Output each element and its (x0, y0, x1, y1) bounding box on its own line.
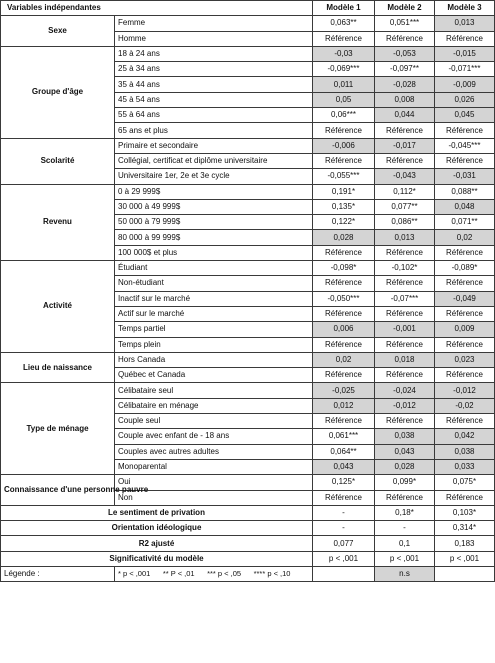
coefficient-cell: -0,097** (375, 62, 435, 77)
category-label: Primaire et secondaire (115, 138, 313, 153)
summary-row (1, 521, 495, 536)
coefficient-cell: -0,031 (435, 169, 495, 184)
category-label: Inactif sur le marché (115, 291, 313, 306)
coefficient-cell: 0,012 (313, 398, 375, 413)
group-label: Lieu de naissance (1, 352, 115, 383)
header-model-3: Modèle 3 (435, 1, 495, 16)
legend-cell (435, 566, 495, 581)
summary-value: p < ,001 (313, 551, 375, 566)
category-label: Temps plein (115, 337, 313, 352)
coefficient-cell: Référence (313, 306, 375, 321)
coefficient-cell: 0,006 (313, 322, 375, 337)
header-model-1: Modèle 1 (313, 1, 375, 16)
coefficient-cell: Référence (313, 245, 375, 260)
category-label: Non-étudiant (115, 276, 313, 291)
coefficient-cell: -0,071*** (435, 62, 495, 77)
group-label: Groupe d'âge (1, 46, 115, 138)
category-label: Temps partiel (115, 322, 313, 337)
coefficient-cell: -0,03 (313, 46, 375, 61)
summary-value: p < ,001 (375, 551, 435, 566)
coefficient-cell: Référence (313, 337, 375, 352)
category-label: Étudiant (115, 261, 313, 276)
group-label: Activité (1, 261, 115, 353)
category-label: Collégial, certificat et diplôme universitaire (115, 153, 313, 168)
coefficient-cell: 0,05 (313, 92, 375, 107)
coefficient-cell: 0,044 (375, 108, 435, 123)
coefficient-cell: Référence (313, 123, 375, 138)
table-row (1, 261, 495, 276)
category-label: Célibataire en ménage (115, 398, 313, 413)
coefficient-cell: 0,026 (435, 92, 495, 107)
coefficient-cell: 0,038 (435, 444, 495, 459)
coefficient-cell: 0,064** (313, 444, 375, 459)
category-label: Québec et Canada (115, 368, 313, 383)
category-label: Homme (115, 31, 313, 46)
category-label: Couple seul (115, 414, 313, 429)
coefficient-cell: 0,125* (313, 475, 375, 490)
summary-value: 0,183 (435, 536, 495, 551)
coefficient-cell: 0,008 (375, 92, 435, 107)
legend-row (1, 566, 495, 581)
summary-row (1, 536, 495, 551)
coefficient-cell: 0,028 (375, 459, 435, 474)
category-label: Actif sur le marché (115, 306, 313, 321)
coefficient-cell: 0,018 (375, 352, 435, 367)
table-row (1, 46, 495, 61)
summary-value: 0,314* (435, 521, 495, 536)
category-label: Universitaire 1er, 2e et 3e cycle (115, 169, 313, 184)
group-label: Sexe (1, 16, 115, 47)
coefficient-cell: -0,055*** (313, 169, 375, 184)
coefficient-cell: 0,013 (375, 230, 435, 245)
coefficient-cell: -0,015 (435, 46, 495, 61)
coefficient-cell: -0,009 (435, 77, 495, 92)
table-row (1, 138, 495, 153)
table-row (1, 184, 495, 199)
coefficient-cell: 0,013 (435, 16, 495, 31)
coefficient-cell: -0,098* (313, 261, 375, 276)
coefficient-cell: 0,086** (375, 215, 435, 230)
coefficient-cell: 0,02 (313, 352, 375, 367)
table-body (1, 16, 495, 582)
coefficient-cell: Référence (313, 153, 375, 168)
summary-label: R2 ajusté (1, 536, 313, 551)
summary-row (1, 505, 495, 520)
table-row (1, 383, 495, 398)
coefficient-cell: 0,009 (435, 322, 495, 337)
summary-label: Significativité du modèle (1, 551, 313, 566)
coefficient-cell: 0,045 (435, 108, 495, 123)
category-label: Célibataire seul (115, 383, 313, 398)
legend-label: Légende : (1, 566, 115, 581)
coefficient-cell: Référence (375, 276, 435, 291)
table-row (1, 16, 495, 31)
coefficient-cell: -0,02 (435, 398, 495, 413)
coefficient-cell: 0,099* (375, 475, 435, 490)
coefficient-cell: 0,011 (313, 77, 375, 92)
coefficient-cell: 0,038 (375, 429, 435, 444)
summary-label: Orientation idéologique (1, 521, 313, 536)
coefficient-cell: 0,033 (435, 459, 495, 474)
coefficient-cell: -0,050*** (313, 291, 375, 306)
coefficient-cell: 0,191* (313, 184, 375, 199)
header-variables: Variables indépendantes (1, 1, 313, 16)
summary-value: - (313, 505, 375, 520)
coefficient-cell: Référence (375, 31, 435, 46)
category-label: 45 à 54 ans (115, 92, 313, 107)
coefficient-cell: -0,001 (375, 322, 435, 337)
coefficient-cell: Référence (375, 490, 435, 505)
coefficient-cell: -0,012 (435, 383, 495, 398)
summary-label: Le sentiment de privation (1, 505, 313, 520)
coefficient-cell: Référence (435, 414, 495, 429)
coefficient-cell: 0,051*** (375, 16, 435, 31)
summary-value: - (313, 521, 375, 536)
coefficient-cell: Référence (375, 414, 435, 429)
coefficient-cell: 0,088** (435, 184, 495, 199)
summary-value: 0,1 (375, 536, 435, 551)
header-row (1, 1, 495, 16)
coefficient-cell: Référence (313, 31, 375, 46)
category-label: 30 000 à 49 999$ (115, 199, 313, 214)
coefficient-cell: -0,012 (375, 398, 435, 413)
category-label: 50 000 à 79 999$ (115, 215, 313, 230)
category-label: 55 à 64 ans (115, 108, 313, 123)
coefficient-cell: 0,063** (313, 16, 375, 31)
coefficient-cell: -0,024 (375, 383, 435, 398)
coefficient-cell: Référence (375, 123, 435, 138)
coefficient-cell: Référence (375, 245, 435, 260)
coefficient-cell: Référence (435, 123, 495, 138)
summary-value: p < ,001 (435, 551, 495, 566)
coefficient-cell: 0,077** (375, 199, 435, 214)
coefficient-cell: 0,048 (435, 199, 495, 214)
coefficient-cell: Référence (435, 337, 495, 352)
coefficient-cell: 0,028 (313, 230, 375, 245)
category-label: 65 ans et plus (115, 123, 313, 138)
group-label: Connaissance d'une personne pauvre (1, 475, 115, 506)
category-label: Monoparental (115, 459, 313, 474)
legend-cell: n.s (375, 566, 435, 581)
category-label: 80 000 à 99 999$ (115, 230, 313, 245)
coefficient-cell: -0,045*** (435, 138, 495, 153)
summary-value: 0,077 (313, 536, 375, 551)
table-row (1, 475, 495, 490)
coefficient-cell: -0,043 (375, 169, 435, 184)
coefficient-cell: 0,075* (435, 475, 495, 490)
coefficient-cell: Référence (435, 306, 495, 321)
coefficient-cell: 0,071** (435, 215, 495, 230)
coefficient-cell: -0,089* (435, 261, 495, 276)
category-label: Non (115, 490, 313, 505)
category-label: 18 à 24 ans (115, 46, 313, 61)
coefficient-cell: Référence (435, 31, 495, 46)
coefficient-cell: 0,135* (313, 199, 375, 214)
coefficient-cell: -0,053 (375, 46, 435, 61)
header-model-2: Modèle 2 (375, 1, 435, 16)
category-label: 100 000$ et plus (115, 245, 313, 260)
category-label: Femme (115, 16, 313, 31)
table-row (1, 352, 495, 367)
coefficient-cell: Référence (435, 490, 495, 505)
summary-value: 0,103* (435, 505, 495, 520)
category-label: Couple avec enfant de - 18 ans (115, 429, 313, 444)
group-label: Revenu (1, 184, 115, 260)
coefficient-cell: -0,017 (375, 138, 435, 153)
group-label: Scolarité (1, 138, 115, 184)
category-label: 25 à 34 ans (115, 62, 313, 77)
coefficient-cell: Référence (313, 414, 375, 429)
coefficient-cell: -0,028 (375, 77, 435, 92)
coefficient-cell: -0,025 (313, 383, 375, 398)
coefficient-cell: 0,06*** (313, 108, 375, 123)
legend-cell (313, 566, 375, 581)
category-label: Couples avec autres adultes (115, 444, 313, 459)
coefficient-cell: Référence (375, 337, 435, 352)
coefficient-cell: 0,043 (313, 459, 375, 474)
summary-row (1, 551, 495, 566)
coefficient-cell: Référence (435, 153, 495, 168)
coefficient-cell: Référence (313, 368, 375, 383)
coefficient-cell: Référence (375, 306, 435, 321)
category-label: 0 à 29 999$ (115, 184, 313, 199)
coefficient-cell: Référence (313, 490, 375, 505)
coefficient-cell: -0,102* (375, 261, 435, 276)
category-label: Hors Canada (115, 352, 313, 367)
coefficient-cell: -0,006 (313, 138, 375, 153)
coefficient-cell: 0,023 (435, 352, 495, 367)
coefficient-cell: Référence (435, 276, 495, 291)
group-label: Type de ménage (1, 383, 115, 475)
coefficient-cell: -0,049 (435, 291, 495, 306)
category-label: Oui (115, 475, 313, 490)
legend-text: * p < ,001 ** P < ,01 *** p < ,05 **** p < ,10 (115, 566, 313, 581)
coefficient-cell: 0,122* (313, 215, 375, 230)
coefficient-cell: Référence (313, 276, 375, 291)
coefficient-cell: 0,043 (375, 444, 435, 459)
coefficient-cell: -0,069*** (313, 62, 375, 77)
summary-value: - (375, 521, 435, 536)
coefficient-cell: Référence (435, 368, 495, 383)
coefficient-cell: 0,02 (435, 230, 495, 245)
coefficient-cell: 0,042 (435, 429, 495, 444)
coefficient-cell: Référence (375, 153, 435, 168)
coefficient-cell: -0,07*** (375, 291, 435, 306)
coefficient-cell: 0,112* (375, 184, 435, 199)
category-label: 35 à 44 ans (115, 77, 313, 92)
coefficient-cell: 0,061*** (313, 429, 375, 444)
summary-value: 0,18* (375, 505, 435, 520)
coefficient-cell: Référence (435, 245, 495, 260)
coefficient-cell: Référence (375, 368, 435, 383)
